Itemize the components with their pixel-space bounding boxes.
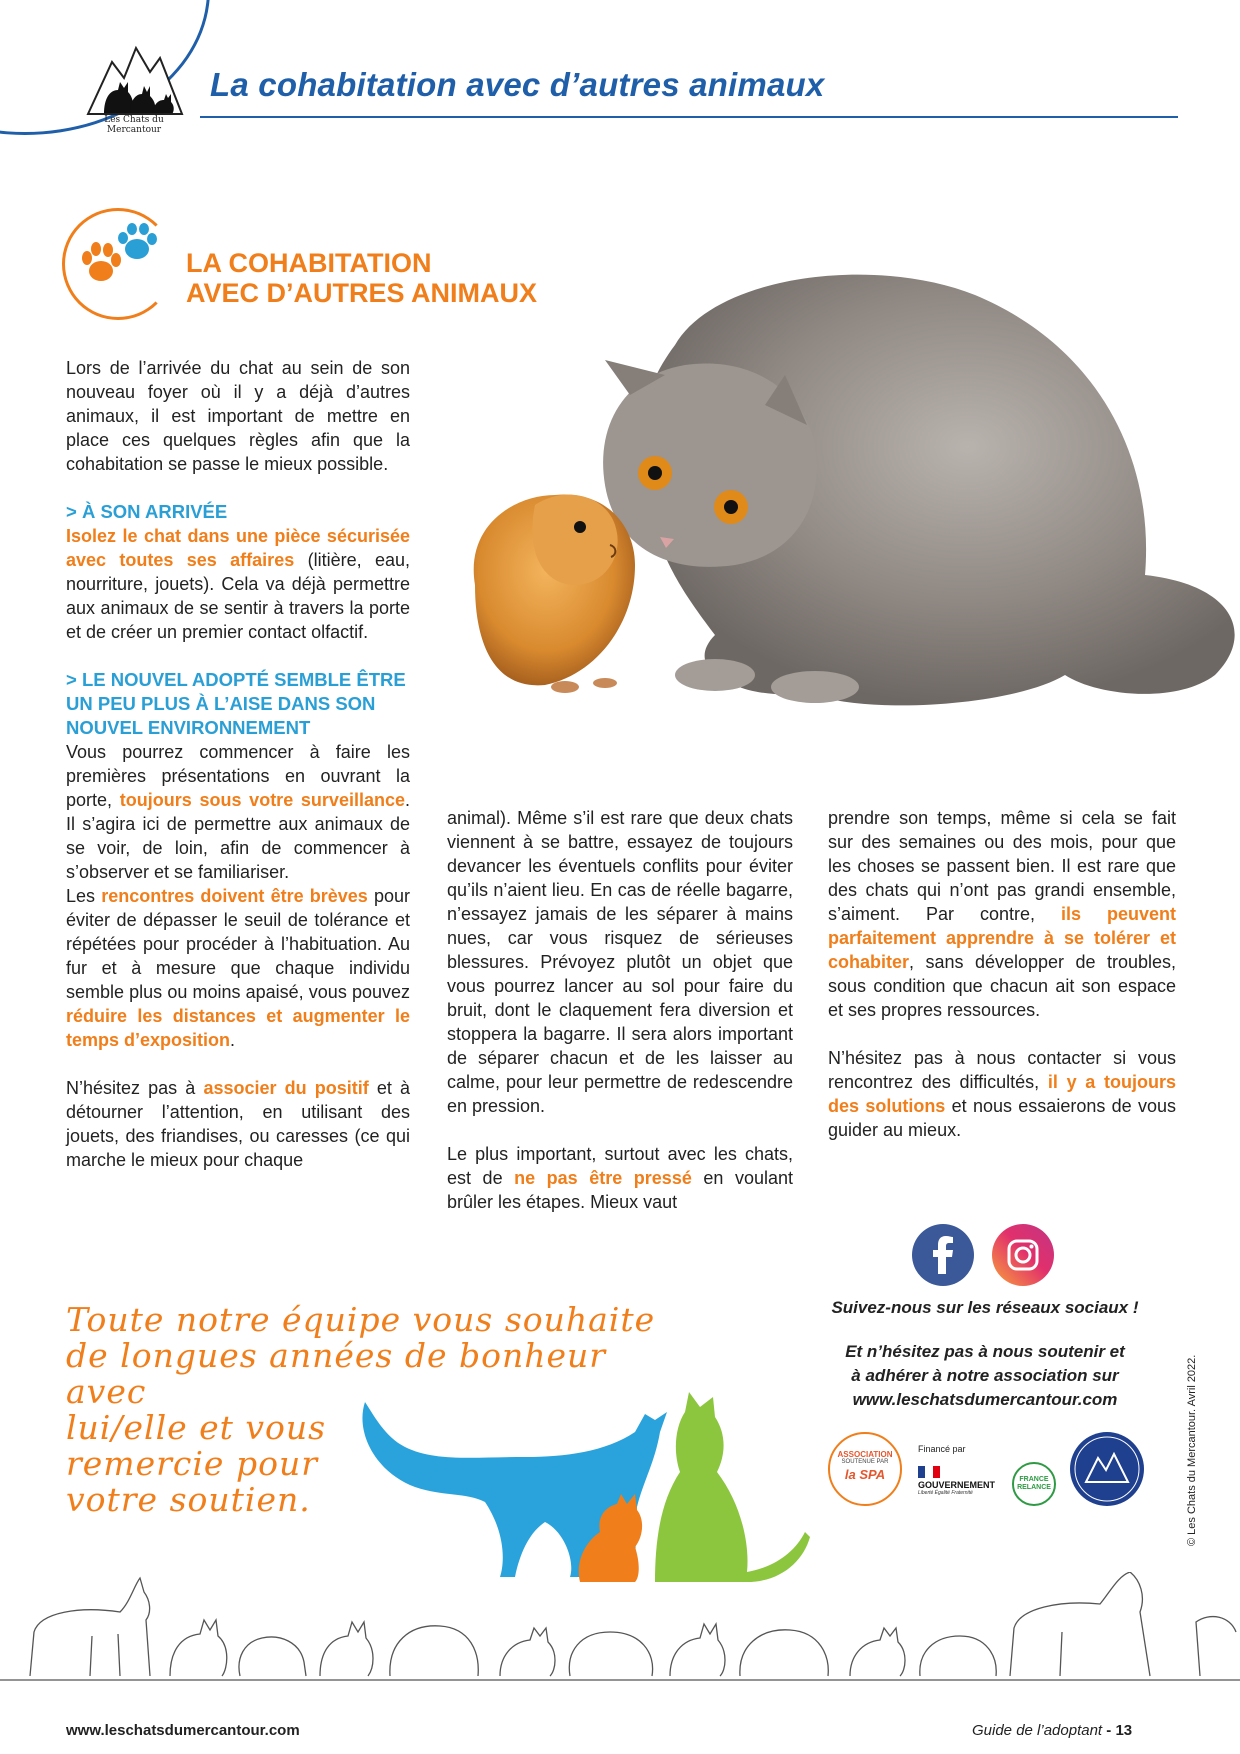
patience-text-b: en voulant brûler les étapes. Mieux vaut [447,1168,793,1212]
contact-highlight: il y a toujours des solutions [828,1072,1176,1116]
message-line-3: lui/elle et vous [66,1408,327,1447]
footer-guide [972,1722,1132,1739]
footer-url[interactable]: www.leschatsdumercantour.com [66,1722,300,1739]
instagram-icon[interactable] [992,1224,1054,1286]
column-2 [447,806,793,1214]
tolerance-highlight: ils peuvent parfaitement apprendre à se tolérer et cohabiter [828,904,1176,972]
contact-text-a: N’hésitez pas à nous contacter si vous rencontrez des difficultés, [828,1048,1176,1092]
positive-highlight: associer du positif [203,1078,369,1098]
arrival-highlight: Isolez le chat dans une pièce sécurisée avec toutes ses affaires [66,526,410,570]
conflict-paragraph: animal). Même s’il est rare que deux chats viennent à se battre, essayez de toujours devancer les éventuels conflits pour éviter qu’ils n’aient lieu. En cas de réelle bagarre, n’essayez jamais de les séparer à mains nues, car vous risquez de sérieuses blessures. Prévoyez plutôt un objet que vous pourrez lancer au sol pour faire du bruit, dont le claquement fera diversion et stoppera la bagarre. Il sera alors important de séparer chacun et de les laisser au calme, pour leur permettre de redescendre en pression. [447,808,793,1116]
encounters-highlight-2: réduire les distances et augmenter le temps d’exposition [66,1006,410,1050]
encounters-text-b: pour éviter de dépasser le seuil de tolérance et répétées pour procéder à l’habituation. Au fur et à mesure que chaque individu semble plus ou moins apaisé, vous pouvez [66,886,411,1002]
presentation-text-b: . Il s’agira ici de permettre aux animaux de se voir, de loin, afin de commencer à s’observer et se familiariser. [66,790,410,882]
arrival-paragraph [66,524,410,644]
france-relance-logo: FRANCE RELANCE [1012,1462,1056,1506]
column-3 [828,806,1176,1142]
presentation-text-a: Vous pourrez commencer à faire les premières présentations en ouvrant la porte, [66,742,410,810]
encounters-highlight: rencontres doivent être brèves [101,886,368,906]
message-line-1: Toute notre équipe vous souhaite [66,1300,656,1339]
animal-lineart-band [0,1572,1240,1682]
patience-text-a: Le plus important, surtout avec les chats, est de [447,1144,793,1188]
motto-label: Liberté Égalité Fraternité [918,1490,973,1496]
encounters-text-a: Les [66,886,102,906]
contact-text-b: et nous essaierons de vous guider au mieux. [828,1096,1177,1140]
cat-silhouettes [355,1392,945,1592]
contact-paragraph [828,1046,1176,1142]
intro-paragraph: Lors de l’arrivée du chat au sein de son nouveau foyer où il y a déjà d’autres animaux, il est important de mettre en place ces quelques règles afin que la cohabitation se passe le mieux possible. [66,358,410,474]
column-1 [66,356,410,1172]
encounters-text-c: . [230,1030,236,1050]
patience-highlight: ne pas être pressé [514,1168,692,1188]
blue-paw-icon [118,223,157,259]
foundation-logo [1070,1432,1144,1506]
header-divider [200,116,1178,118]
follow-text: Suivez-nous sur les réseaux sociaux ! [831,1298,1139,1317]
spa-line1: ASSOCIATION [837,1450,893,1459]
presentation-highlight: toujours sous votre surveillance [119,790,405,810]
association-logo [84,28,186,120]
message-line-5: votre soutien. [66,1480,311,1519]
positive-paragraph [66,1076,410,1172]
encounters-paragraph [66,884,410,1052]
page-title: La cohabitation avec d’autres animaux [210,66,825,103]
government-label: GOUVERNEMENT [918,1480,996,1490]
arrival-heading: > À SON ARRIVÉE [66,501,228,522]
tolerance-paragraph [828,806,1176,1022]
patience-paragraph [447,1142,793,1214]
positive-text-b: et à détourner l’attention, en utilisant des jouets, des friandises, ou caresses (ce qui marche le mieux pour chaque [66,1078,410,1170]
message-line-2: de longues années de bonheur avec [66,1336,607,1411]
support-line-2: à adhérer à notre association sur [851,1366,1119,1385]
spa-line3: la SPA [844,1467,886,1482]
orange-paw-icon [82,242,121,281]
finance-label: Financé par [918,1444,966,1454]
facebook-icon[interactable] [912,1224,974,1286]
presentation-paragraph [66,740,410,884]
positive-text-a: N’hésitez pas à [66,1078,204,1098]
cat-and-guinea-pig-photo [455,255,1240,775]
support-line-1: Et n’hésitez pas à nous soutenir et [845,1342,1125,1361]
green-cat-silhouette [655,1392,810,1582]
logo-text: Les Chats du Mercantour [104,115,164,135]
spa-line2: SOUTENUE PAR [841,1459,889,1465]
arrival-text: (litière, eau, nourriture, jouets). Cela va déjà permettre aux animaux de se sentir à travers la porte et de créer un premier contact olfactif. [66,550,410,642]
page-number: 13 [1115,1722,1133,1739]
paw-badge [62,208,174,320]
comfort-heading: > LE NOUVEL ADOPTÉ SEMBLE ÊTRE UN PEU PLUS À L’AISE DANS SON NOUVEL ENVIRONNEMENT [66,669,406,738]
support-url-link[interactable]: www.leschatsdumercantour.com [852,1390,1118,1409]
message-line-4: remercie pour [66,1444,318,1483]
tolerance-text-b: , sans développer de troubles, sous condition que chacun ait son espace et ses propres ressources. [828,952,1176,1020]
copyright-note: © Les Chats du Mercantour. Avril 2022. [1186,1354,1198,1546]
guide-title: Guide de l’adoptant [972,1722,1103,1739]
tolerance-text-a: prendre son temps, même si cela se fait sur des semaines ou des mois, pour que les choses se passent bien. Il est rare que des chats qui n’ont pas grandi ensemble, s’aiment. Par contre, [828,808,1176,924]
section-title-line1: LA COHABITATION [186,248,432,278]
guide-separator: - [1102,1722,1116,1739]
section-title-line2: AVEC D’AUTRES ANIMAUX [186,278,538,308]
